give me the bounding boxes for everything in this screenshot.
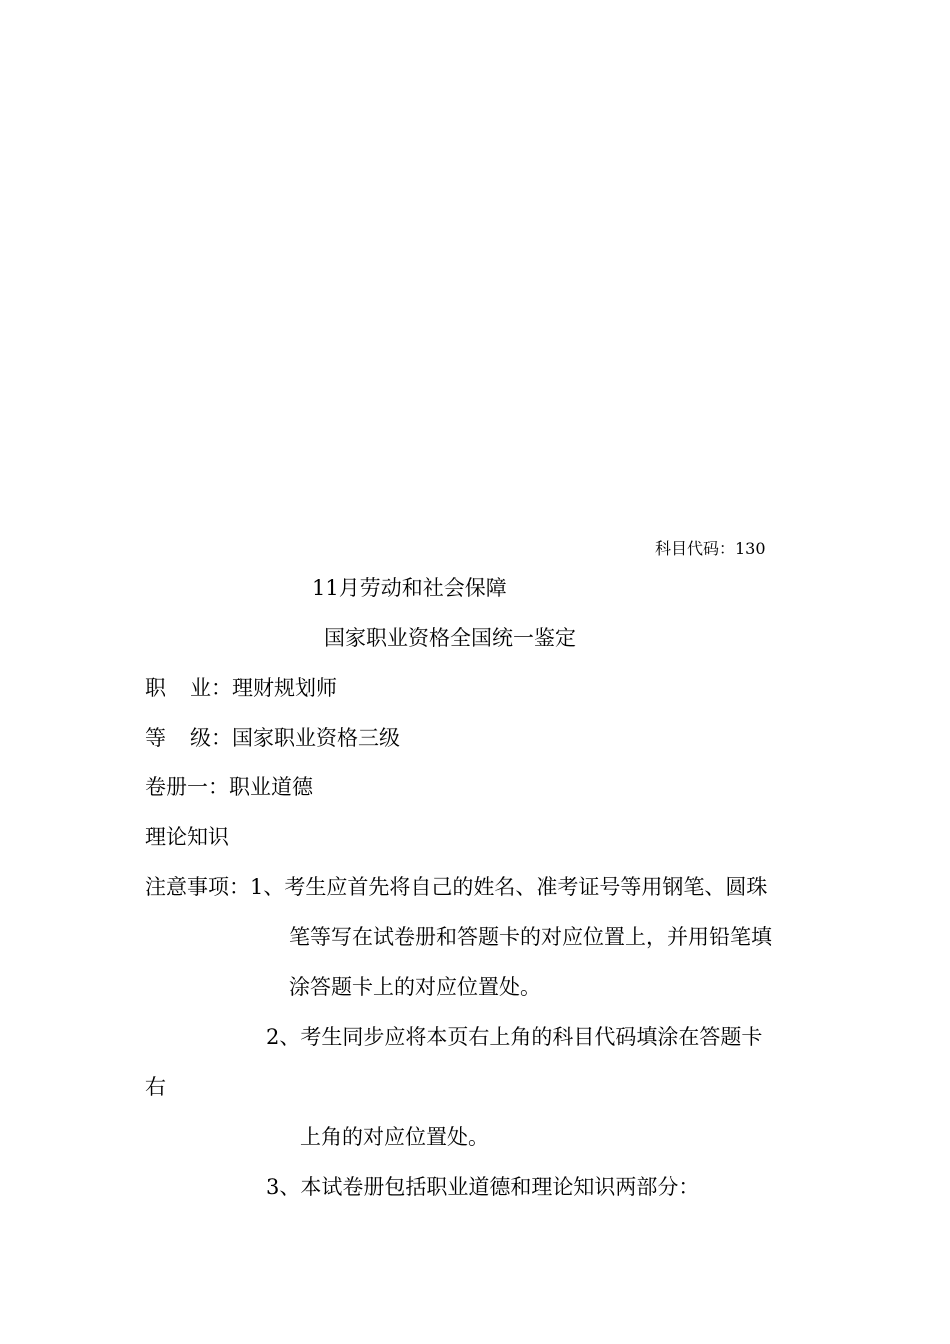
subject-code: 科目代码：130 <box>655 539 766 558</box>
notes-item-2-line-1: 2、考生同步应将本页右上角的科目代码填涂在答题卡 <box>266 1025 763 1049</box>
level-value: 国家职业资格三级 <box>232 726 400 750</box>
title-line-1: 11月劳动和社会保障 <box>312 576 507 600</box>
volume-line: 卷册一：职业道德 <box>145 775 313 799</box>
level-label-char-1: 等 <box>145 726 166 750</box>
notes-item-1-line-3: 涂答题卡上的对应位置处。 <box>289 975 541 999</box>
notes-item-1-line-2: 笔等写在试卷册和答题卡的对应位置上，并用铅笔填 <box>289 925 772 949</box>
notes-item-2-line-2: 右 <box>145 1075 166 1099</box>
theory-line: 理论知识 <box>145 825 229 849</box>
level-label-char-2: 级： <box>190 726 232 750</box>
notes-item-1-line-1: 1、考生应首先将自己的姓名、准考证号等用钢笔、圆珠 <box>250 875 768 899</box>
notes-label: 注意事项： <box>145 875 250 899</box>
notes-item-2-line-3: 上角的对应位置处。 <box>300 1125 489 1149</box>
occupation-row <box>145 675 337 701</box>
occupation-value: 理财规划师 <box>232 676 337 700</box>
notes-item-3-line-1: 3、本试卷册包括职业道德和理论知识两部分： <box>266 1175 700 1199</box>
occupation-label-char-2: 业： <box>190 676 232 700</box>
title-line-2: 国家职业资格全国统一鉴定 <box>324 626 576 650</box>
level-row <box>145 725 400 751</box>
occupation-label-char-1: 职 <box>145 676 166 700</box>
notes-row-1 <box>145 874 767 900</box>
